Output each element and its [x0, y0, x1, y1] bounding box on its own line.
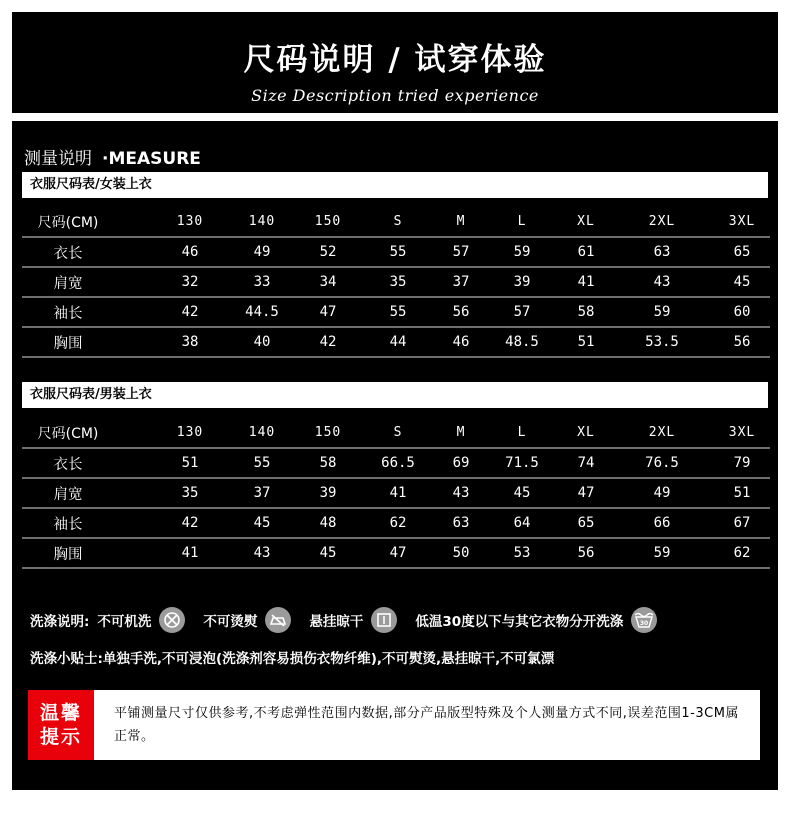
size-value-cell: 50	[452, 545, 470, 561]
row-label: 肩宽	[53, 486, 83, 503]
size-value-cell: 60	[733, 304, 751, 320]
size-header-cell: 130	[176, 214, 204, 229]
table-row	[22, 238, 770, 268]
size-value-cell: 53.5	[645, 334, 679, 350]
notice-badge-line: 温馨	[39, 702, 82, 724]
row-label: 胸围	[53, 546, 83, 563]
washing-item-text: 低温30度以下与其它衣物分开洗涤	[415, 614, 624, 630]
size-header-cell: 2XL	[648, 425, 676, 440]
size-value-cell: 35	[181, 485, 199, 501]
size-column-header: 尺码(CM)	[37, 214, 99, 231]
size-value-cell: 44.5	[245, 304, 279, 320]
size-value-cell: 47	[577, 485, 595, 501]
size-value-cell: 41	[577, 274, 595, 290]
row-label: 袖长	[53, 516, 83, 533]
size-value-cell: 41	[181, 545, 199, 561]
size-header-cell: XL	[577, 214, 595, 229]
size-column-header: 尺码(CM)	[37, 425, 99, 442]
row-label: 肩宽	[53, 275, 83, 292]
row-label: 袖长	[53, 305, 83, 322]
size-value-cell: 53	[513, 545, 531, 561]
table-row	[22, 539, 770, 569]
size-value-cell: 63	[653, 244, 671, 260]
size-value-cell: 39	[319, 485, 337, 501]
size-value-cell: 43	[253, 545, 271, 561]
size-header-cell: 140	[248, 214, 276, 229]
size-value-cell: 37	[253, 485, 271, 501]
size-value-cell: 57	[452, 244, 470, 260]
size-value-cell: 34	[319, 274, 337, 290]
size-value-cell: 42	[319, 334, 337, 350]
men-size-table	[22, 418, 770, 569]
row-label: 胸围	[53, 335, 83, 352]
size-header-cell: 3XL	[728, 214, 756, 229]
table-row	[22, 449, 770, 479]
size-value-cell: 44	[389, 334, 407, 350]
row-label: 衣长	[53, 245, 83, 262]
size-chart-panel	[12, 121, 778, 790]
size-value-cell: 66.5	[381, 455, 415, 471]
washing-item-text: 不可机洗	[97, 614, 152, 630]
size-value-cell: 55	[253, 455, 271, 471]
size-value-cell: 66	[653, 515, 671, 531]
no-machine-wash-icon	[159, 607, 185, 633]
size-value-cell: 59	[653, 304, 671, 320]
size-header-cell: 3XL	[728, 425, 756, 440]
size-header-cell: 150	[314, 425, 342, 440]
washing-item-text: 不可烫熨	[203, 614, 258, 630]
size-value-cell: 58	[319, 455, 337, 471]
size-value-cell: 45	[733, 274, 751, 290]
size-value-cell: 33	[253, 274, 271, 290]
size-value-cell: 38	[181, 334, 199, 350]
notice-text: 平铺测量尺寸仅供参考,不考虑弹性范围内数据,部分产品版型特殊及个人测量方式不同,误差范围1-3CM属正常。	[114, 706, 739, 744]
size-value-cell: 46	[452, 334, 470, 350]
size-value-cell: 51	[577, 334, 595, 350]
table-row	[22, 479, 770, 509]
svg-text:30: 30	[640, 620, 649, 627]
size-value-cell: 74	[577, 455, 595, 471]
size-header-cell: 2XL	[648, 214, 676, 229]
page-subtitle: Size Description tried experience	[251, 86, 539, 105]
men-table-title: 衣服尺码表/男装上衣	[22, 382, 768, 408]
size-value-cell: 56	[452, 304, 470, 320]
washing-instructions	[30, 605, 675, 635]
size-value-cell: 55	[389, 304, 407, 320]
size-value-cell: 42	[181, 515, 199, 531]
measure-heading-english: ·MEASURE	[102, 149, 201, 169]
size-header-cell: XL	[577, 425, 595, 440]
size-value-cell: 57	[513, 304, 531, 320]
size-header-cell: 130	[176, 425, 204, 440]
size-header-cell: L	[517, 214, 527, 229]
size-value-cell: 58	[577, 304, 595, 320]
table-header-row	[22, 207, 770, 238]
size-header-cell: M	[456, 425, 466, 440]
size-value-cell: 79	[733, 455, 751, 471]
size-value-cell: 40	[253, 334, 271, 350]
page-header	[12, 12, 778, 113]
size-value-cell: 67	[733, 515, 751, 531]
wash-30-icon	[631, 607, 657, 633]
size-value-cell: 62	[733, 545, 751, 561]
notice-badge	[28, 690, 94, 760]
washing-prefix: 洗涤说明:	[30, 614, 90, 630]
size-value-cell: 32	[181, 274, 199, 290]
size-header-cell: S	[393, 425, 403, 440]
size-value-cell: 65	[577, 515, 595, 531]
measure-heading-text: 测量说明	[24, 149, 92, 169]
size-header-cell: 150	[314, 214, 342, 229]
notice-badge-line: 提示	[39, 726, 82, 748]
size-value-cell: 35	[389, 274, 407, 290]
size-value-cell: 37	[452, 274, 470, 290]
row-label: 衣长	[53, 456, 83, 473]
size-value-cell: 59	[653, 545, 671, 561]
size-value-cell: 59	[513, 244, 531, 260]
table-row	[22, 298, 770, 328]
washing-tips: 洗涤小贴士:单独手洗,不可浸泡(洗涤剂容易损伤衣物纤维),不可熨烫,悬挂晾干,不可氯漂	[30, 651, 555, 667]
size-header-cell: 140	[248, 425, 276, 440]
page-title: 尺码说明 / 试穿体验	[243, 42, 547, 78]
size-value-cell: 69	[452, 455, 470, 471]
size-value-cell: 47	[389, 545, 407, 561]
no-iron-icon	[265, 607, 291, 633]
size-value-cell: 64	[513, 515, 531, 531]
size-value-cell: 55	[389, 244, 407, 260]
size-header-cell: M	[456, 214, 466, 229]
size-value-cell: 56	[733, 334, 751, 350]
size-value-cell: 49	[253, 244, 271, 260]
size-value-cell: 63	[452, 515, 470, 531]
size-value-cell: 56	[577, 545, 595, 561]
table-row	[22, 509, 770, 539]
size-value-cell: 45	[319, 545, 337, 561]
size-value-cell: 48.5	[505, 334, 539, 350]
hang-dry-icon	[371, 607, 397, 633]
size-value-cell: 51	[181, 455, 199, 471]
women-size-table	[22, 207, 770, 358]
size-value-cell: 71.5	[505, 455, 539, 471]
size-header-cell: L	[517, 425, 527, 440]
size-value-cell: 42	[181, 304, 199, 320]
size-value-cell: 43	[452, 485, 470, 501]
size-value-cell: 52	[319, 244, 337, 260]
size-value-cell: 45	[513, 485, 531, 501]
table-row	[22, 268, 770, 298]
size-value-cell: 46	[181, 244, 199, 260]
size-value-cell: 61	[577, 244, 595, 260]
size-value-cell: 39	[513, 274, 531, 290]
size-value-cell: 76.5	[645, 455, 679, 471]
size-value-cell: 51	[733, 485, 751, 501]
size-value-cell: 43	[653, 274, 671, 290]
notice-box	[28, 690, 760, 760]
size-value-cell: 49	[653, 485, 671, 501]
size-value-cell: 47	[319, 304, 337, 320]
washing-item-text: 悬挂晾干	[309, 614, 364, 630]
size-header-cell: S	[393, 214, 403, 229]
size-value-cell: 48	[319, 515, 337, 531]
size-value-cell: 62	[389, 515, 407, 531]
table-header-row	[22, 418, 770, 449]
size-value-cell: 45	[253, 515, 271, 531]
measure-heading	[24, 144, 201, 169]
size-value-cell: 41	[389, 485, 407, 501]
women-table-title: 衣服尺码表/女装上衣	[22, 172, 768, 198]
size-value-cell: 65	[733, 244, 751, 260]
table-row	[22, 328, 770, 358]
